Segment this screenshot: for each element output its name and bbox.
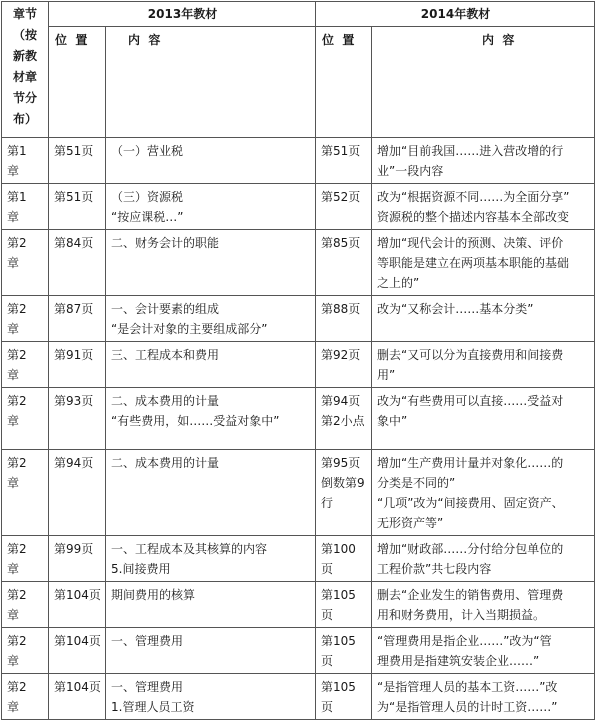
textbook-comparison-table [1, 1, 595, 720]
position-2013-cell [49, 342, 106, 388]
content-2014-cell-line: “管理费用是指企业……”改为“管 [377, 634, 552, 648]
content-2014-cell-line: 增加“生产费用计量并对象化……的 [377, 456, 564, 470]
chapter-cell [2, 230, 49, 296]
content-2014-cell-line: 改为“有些费用可以直接……受益对 [377, 394, 564, 408]
position-2014-cell-text: 第52页 [321, 190, 361, 204]
position-2014-cell [316, 450, 372, 536]
position-2014-cell-text: 第100页 [321, 542, 356, 576]
position-2014-cell-text: 第88页 [321, 302, 361, 316]
content-2013-cell-line: 一、工程成本及其核算的内容 [111, 542, 268, 556]
content-2014-cell-line: 改为“又称会计……基本分类” [377, 302, 534, 316]
content-2013-cell-line: 一、管理费用 [111, 680, 184, 694]
position-2014-cell-text: 第85页 [321, 236, 361, 250]
content-2013-cell-line: “是会计对象的主要组成部分” [111, 322, 268, 336]
content-2014-cell-line: “是指管理人员的基本工资……”改 [377, 680, 558, 694]
content-2013-cell [106, 230, 316, 296]
position-2014-cell-text: 第105页 [321, 588, 356, 622]
content-2013-cell-line: 期间费用的核算 [111, 588, 196, 602]
content-2013-cell-line: （一）营业税 [111, 144, 184, 158]
content-2013-cell [106, 582, 316, 628]
content-2014-cell-line: 用和财务费用，计入当期损益。 [377, 608, 546, 622]
position-2014-cell [316, 184, 372, 230]
table-row [2, 628, 595, 674]
position-2014-cell-text: 第92页 [321, 348, 361, 362]
position-2014-cell-text: 第95页倒数第9行 [321, 456, 365, 510]
content-2013-cell-line: 三、工程成本和费用 [111, 348, 220, 362]
position-2013-cell [49, 674, 106, 720]
position-2014-cell-text: 第94页第2小点 [321, 394, 365, 428]
table-body [2, 138, 595, 720]
content-2013-cell-line: 一、会计要素的组成 [111, 302, 220, 316]
content-2013-header: 内 容 [106, 27, 316, 138]
chapter-cell [2, 138, 49, 184]
content-2014-cell-line: 用” [377, 368, 396, 382]
content-2014-cell-line: 分类是不同的” [377, 476, 456, 490]
position-2014-cell [316, 230, 372, 296]
position-2013-cell-text: 第99页 [54, 542, 94, 556]
content-2014-cell-line: 无形资产等” [377, 516, 444, 530]
position-2014-cell [316, 296, 372, 342]
chapter-cell [2, 628, 49, 674]
table-row [2, 296, 595, 342]
table-row [2, 582, 595, 628]
content-2013-cell-line: 5.间接费用 [111, 562, 171, 576]
chapter-cell [2, 536, 49, 582]
content-2013-cell-line: 一、管理费用 [111, 634, 184, 648]
table-row [2, 138, 595, 184]
content-2013-cell [106, 628, 316, 674]
content-2014-cell-line: 业”一段内容 [377, 164, 444, 178]
content-2014-cell-line: 增加“目前我国……进入营改增的行 [377, 144, 564, 158]
position-2014-cell-text: 第105页 [321, 634, 356, 668]
table-row [2, 536, 595, 582]
position-2013-cell [49, 296, 106, 342]
position-2013-cell-text: 第51页 [54, 190, 94, 204]
content-2013-cell-line: “有些费用，如……受益对象中” [111, 414, 280, 428]
content-2013-cell-line: 二、成本费用的计量 [111, 456, 220, 470]
position-2013-cell-text: 第104页 [54, 680, 101, 694]
year-2014-header: 2014年教材 [316, 2, 595, 27]
content-2014-cell-line: 象中” [377, 414, 408, 428]
header-subcolumns-row [2, 27, 595, 138]
content-2014-cell-line: 工程价款”共七段内容 [377, 562, 492, 576]
content-2014-cell [372, 296, 595, 342]
content-2014-cell-line: 等职能是建立在两项基本职能的基础 [377, 256, 570, 270]
content-2013-cell-line: 1.管理人员工资 [111, 700, 195, 714]
content-2014-cell-line: 资源税的整个描述内容基本全部改变 [377, 210, 570, 224]
content-2014-cell-line: 改为“根据资源不同……为全面分享” [377, 190, 570, 204]
table-row [2, 388, 595, 450]
position-2013-cell [49, 582, 106, 628]
position-2013-cell-text: 第104页 [54, 634, 101, 648]
position-2014-cell [316, 582, 372, 628]
chapter-cell [2, 674, 49, 720]
position-2014-cell [316, 628, 372, 674]
content-2014-cell-line: 增加“财政部……分付给分包单位的 [377, 542, 564, 556]
position-2014-cell [316, 388, 372, 450]
chapter-cell [2, 296, 49, 342]
position-2013-cell-text: 第93页 [54, 394, 94, 408]
position-2013-cell-text: 第91页 [54, 348, 94, 362]
chapter-cell-text: 第2章 [7, 348, 27, 382]
content-2014-cell [372, 674, 595, 720]
table-row [2, 184, 595, 230]
content-2014-cell [372, 450, 595, 536]
position-2014-cell [316, 536, 372, 582]
position-2013-header: 位 置 [49, 27, 106, 138]
chapter-cell-text: 第2章 [7, 588, 27, 622]
content-2013-cell [106, 536, 316, 582]
content-2013-cell-line: （三）资源税 [111, 190, 184, 204]
position-2013-cell-text: 第104页 [54, 588, 101, 602]
position-2013-cell [49, 628, 106, 674]
chapter-cell-text: 第2章 [7, 634, 27, 668]
chapter-cell-text: 第2章 [7, 456, 27, 490]
content-2014-cell-line: 删去“企业发生的销售费用、管理费 [377, 588, 564, 602]
position-2014-cell [316, 674, 372, 720]
table-row [2, 230, 595, 296]
position-2013-cell [49, 184, 106, 230]
content-2014-cell [372, 138, 595, 184]
chapter-header-text: 章节（按新教材章节分布） [12, 7, 37, 126]
chapter-cell-text: 第2章 [7, 236, 27, 270]
content-2014-cell-line: 增加“现代会计的预测、决策、评价 [377, 236, 564, 250]
position-2014-cell-text: 第105页 [321, 680, 356, 714]
content-2013-cell [106, 296, 316, 342]
content-2013-cell [106, 388, 316, 450]
position-2013-cell-text: 第84页 [54, 236, 94, 250]
chapter-cell [2, 388, 49, 450]
content-2014-cell-line: 之上的” [377, 276, 420, 290]
content-2013-cell [106, 184, 316, 230]
chapter-cell-text: 第1章 [7, 190, 27, 224]
position-2014-cell-text: 第51页 [321, 144, 361, 158]
position-2013-cell [49, 138, 106, 184]
content-2014-cell [372, 342, 595, 388]
chapter-cell-text: 第2章 [7, 680, 27, 714]
position-2014-cell [316, 342, 372, 388]
content-2014-cell [372, 388, 595, 450]
chapter-cell [2, 582, 49, 628]
content-2014-header: 内 容 [372, 27, 595, 138]
content-2014-cell [372, 184, 595, 230]
content-2014-cell [372, 536, 595, 582]
position-2013-cell [49, 536, 106, 582]
position-2013-cell [49, 450, 106, 536]
content-2013-cell-line: “按应课税…” [111, 210, 184, 224]
content-2014-cell-line: 为“是指管理人员的计时工资……” [377, 700, 558, 714]
position-2013-cell [49, 388, 106, 450]
content-2013-cell-line: 二、财务会计的职能 [111, 236, 220, 250]
chapter-cell-text: 第2章 [7, 394, 27, 428]
content-2014-cell-line: 理费用是指建筑安装企业……” [377, 654, 540, 668]
position-2014-header: 位 置 [316, 27, 372, 138]
table-row [2, 450, 595, 536]
position-2013-cell-text: 第87页 [54, 302, 94, 316]
content-2013-cell [106, 450, 316, 536]
header-year-row [2, 2, 595, 27]
chapter-column-header [2, 2, 49, 138]
content-2013-cell [106, 342, 316, 388]
chapter-cell-text: 第2章 [7, 542, 27, 576]
chapter-cell [2, 184, 49, 230]
chapter-cell [2, 342, 49, 388]
position-2013-cell [49, 230, 106, 296]
content-2013-cell-line: 二、成本费用的计量 [111, 394, 220, 408]
content-2014-cell [372, 582, 595, 628]
year-2013-header: 2013年教材 [49, 2, 316, 27]
chapter-cell-text: 第1章 [7, 144, 27, 178]
content-2014-cell [372, 230, 595, 296]
chapter-cell-text: 第2章 [7, 302, 27, 336]
table-row [2, 674, 595, 720]
position-2014-cell [316, 138, 372, 184]
content-2014-cell [372, 628, 595, 674]
chapter-cell [2, 450, 49, 536]
table-row [2, 342, 595, 388]
content-2013-cell [106, 138, 316, 184]
position-2013-cell-text: 第94页 [54, 456, 94, 470]
content-2013-cell [106, 674, 316, 720]
content-2014-cell-line: 删去“又可以分为直接费用和间接费 [377, 348, 564, 362]
content-2014-cell-line: “几项”改为“间接费用、固定资产、 [377, 496, 564, 510]
position-2013-cell-text: 第51页 [54, 144, 94, 158]
